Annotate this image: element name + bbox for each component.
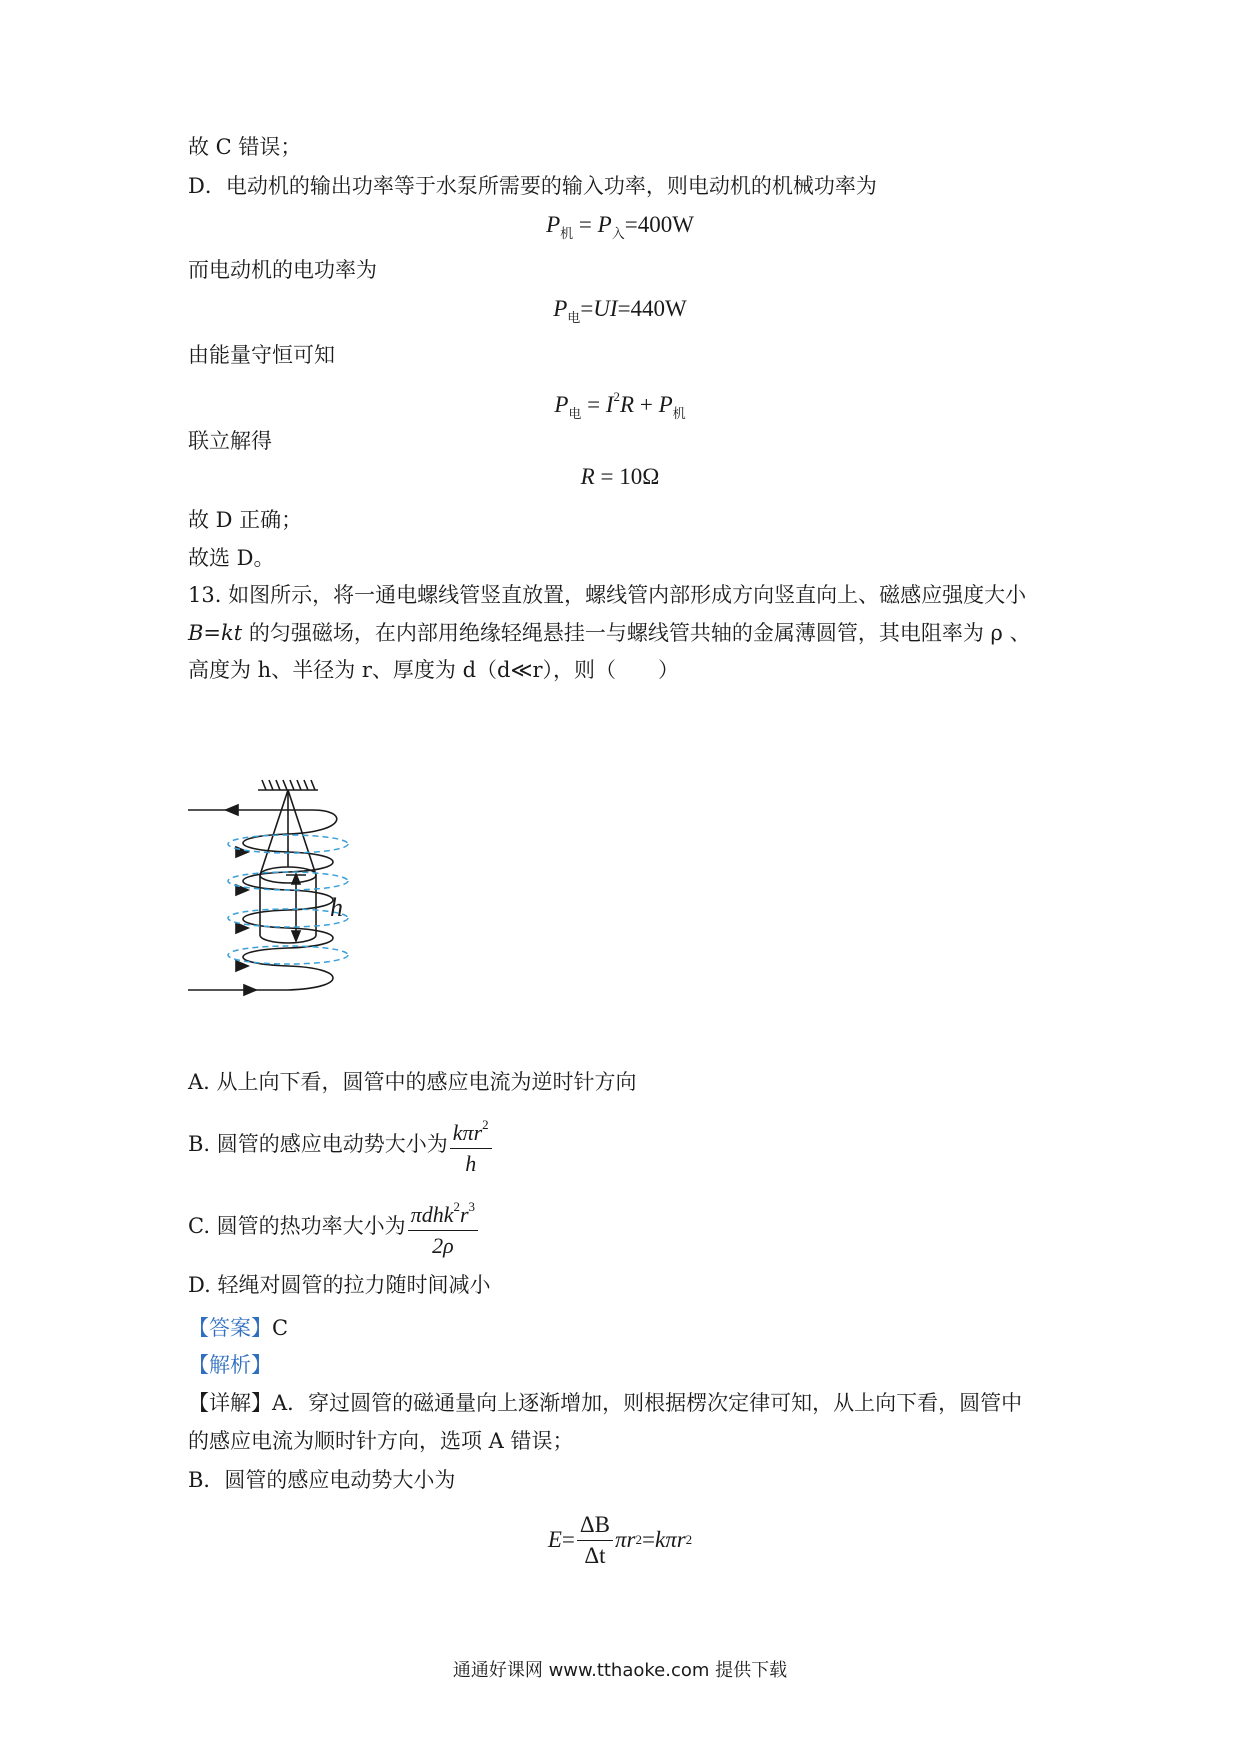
equation-electric-power [0,294,1240,333]
eq-subscript: 机 [560,226,574,241]
eq-symbol: P [658,392,673,417]
paragraph: D．电动机的输出功率等于水泵所需要的输入功率，则电动机的机械功率为 [188,174,877,198]
eq-symbol: R [620,392,635,417]
question-13-line: 的匀强磁场，在内部用绝缘轻绳悬挂一与螺线管共轴的金属薄圆管，其电阻率为 ρ 、 [242,621,1031,645]
eq-subscript: 电 [567,310,581,325]
answer-line [188,1313,288,1343]
eq-superscript: 2 [613,389,621,404]
fraction-numerator-r: r [459,1201,469,1227]
eq-symbol: P [553,296,568,321]
eq-sign: = [573,212,598,237]
option-c-text: C. 圆管的热功率大小为 [188,1214,406,1238]
formula-inline: B=kt [188,621,243,645]
fraction-numerator: πdhk [410,1201,454,1227]
eq-superscript: 2 [685,1532,693,1547]
equation-mechanical-power [0,210,1240,249]
superscript: 2 [482,1116,489,1132]
equation-emf [0,1505,1240,1575]
fraction [408,1193,478,1260]
eq-value: =400W [624,212,694,237]
fraction-denominator: 2ρ [432,1232,454,1258]
paragraph: 故 D 正确； [188,508,303,532]
height-label: h [330,893,343,922]
eq-value: = 10Ω [594,464,660,489]
question-13-text [188,618,1031,648]
question-13-text: 高度为 h、半径为 r、厚度为 d（d≪r），则（ ） [188,658,679,682]
question-13-text: 13. 如图所示，将一通电螺线管竖直放置，螺线管内部形成方向竖直向上、磁感应强度大小 [188,583,1027,607]
eq-symbol: UI [593,296,618,321]
option-c [188,1196,480,1256]
eq-symbol: P [554,392,569,417]
eq-symbol: R [580,464,595,489]
fraction [577,1511,613,1570]
detail-text: A．穿过圆管的磁通量向上逐渐增加，则根据楞次定律可知，从上向下看，圆管中 [272,1391,1023,1415]
eq-subscript: 入 [611,226,625,241]
superscript: 3 [468,1198,476,1214]
answer-value: C [272,1316,289,1340]
eq-sign: = [561,1527,575,1552]
fraction [450,1111,492,1178]
paragraph: 由能量守恒可知 [188,343,335,367]
page-footer: 通通好课网 www.tthaoke.com 提供下载 [452,1660,788,1681]
option-a: A. 从上向下看，圆管中的感应电流为逆时针方向 [188,1070,637,1094]
fraction-denominator: Δt [584,1542,606,1568]
equation-energy-conservation [0,382,1240,429]
detail-line [188,1388,1022,1418]
eq-symbol: P [546,212,561,237]
equation-resistance [0,462,1240,492]
detail-tag: 【详解】 [188,1391,272,1415]
paragraph: 故 C 错误； [188,135,302,159]
fraction-denominator: h [465,1150,477,1176]
superscript: 2 [453,1198,460,1214]
fraction-numerator: kπr [452,1119,483,1145]
option-d: D. 轻绳对圆管的拉力随时间减小 [188,1273,491,1297]
eq-sign: = [580,296,594,321]
eq-symbol: I [605,392,614,417]
fraction-numerator: ΔB [577,1511,613,1541]
detail-line: 的感应电流为顺时针方向，选项 A 错误； [188,1429,574,1453]
eq-value: =440W [617,296,687,321]
eq-sign: = [581,392,606,417]
eq-symbol: P [597,212,612,237]
option-b [188,1114,494,1174]
eq-superscript: 2 [635,1532,642,1547]
paragraph: 故选 D。 [188,546,275,570]
eq-subscript: 机 [672,406,686,421]
paragraph: 联立解得 [188,429,272,453]
eq-symbol: E [547,1527,562,1552]
eq-symbol: πr [615,1527,636,1552]
eq-sign: = [642,1527,655,1552]
eq-symbol: kπr [654,1527,686,1552]
option-b-text: B. 圆管的感应电动势大小为 [188,1132,448,1156]
detail-line: B．圆管的感应电动势大小为 [188,1468,456,1492]
eq-sign: + [634,392,659,417]
analysis-tag: 【解析】 [188,1353,272,1377]
eq-subscript: 电 [568,406,582,421]
paragraph: 而电动机的电功率为 [188,258,377,282]
answer-tag: 【答案】 [188,1316,272,1340]
solenoid-figure [188,770,388,1020]
